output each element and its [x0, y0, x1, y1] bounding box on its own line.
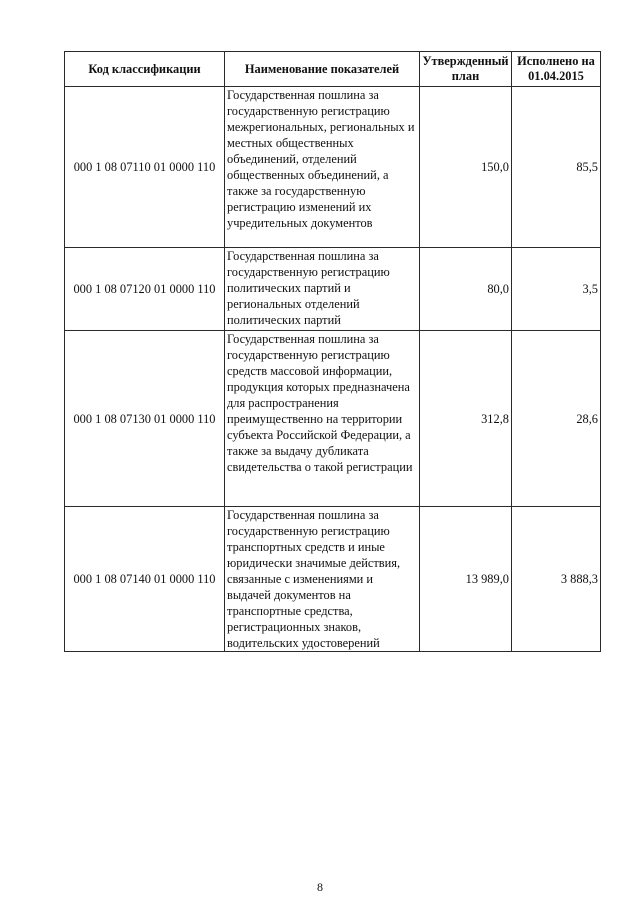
header-code: Код классификации — [65, 52, 225, 87]
row-name: Государственная пошлина за государственную регистрацию средств массовой информации, продукция которых предназначена для распространения преимущественно на территории субъекта Российской Федерации, а также за выдачу дубликата свидетельства о такой регистрации — [225, 331, 420, 507]
row-plan: 13 989,0 — [420, 507, 512, 652]
budget-table — [64, 51, 601, 652]
row-done: 3 888,3 — [512, 507, 601, 652]
row-done: 3,5 — [512, 248, 601, 331]
row-name: Государственная пошлина за государственную регистрацию политических партий и региональных отделений политических партий — [225, 248, 420, 331]
header-plan: Утвержденный план — [420, 52, 512, 87]
row-plan: 80,0 — [420, 248, 512, 331]
table-header-row — [65, 52, 601, 87]
row-code: 000 1 08 07140 01 0000 110 — [65, 507, 225, 652]
row-code: 000 1 08 07120 01 0000 110 — [65, 248, 225, 331]
row-code: 000 1 08 07110 01 0000 110 — [65, 87, 225, 248]
table-row — [65, 507, 601, 652]
table-row — [65, 87, 601, 248]
table-row — [65, 248, 601, 331]
row-done: 85,5 — [512, 87, 601, 248]
row-name: Государственная пошлина за государственную регистрацию межрегиональных, региональных и местных общественных объединений, отделений общественных объединений, а также за государственную регистрацию изменений их учредительных документов — [225, 87, 420, 248]
row-plan: 312,8 — [420, 331, 512, 507]
row-plan: 150,0 — [420, 87, 512, 248]
row-code: 000 1 08 07130 01 0000 110 — [65, 331, 225, 507]
row-done: 28,6 — [512, 331, 601, 507]
table-row — [65, 331, 601, 507]
header-name: Наименование показателей — [225, 52, 420, 87]
page-number: 8 — [317, 880, 323, 894]
header-done: Исполнено на 01.04.2015 — [512, 52, 601, 87]
row-name: Государственная пошлина за государственную регистрацию транспортных средств и иные юридически значимые действия, связанные с изменениями и выдачей документов на транспортные средства, регистрационных знаков, водительских удостоверений — [225, 507, 420, 652]
